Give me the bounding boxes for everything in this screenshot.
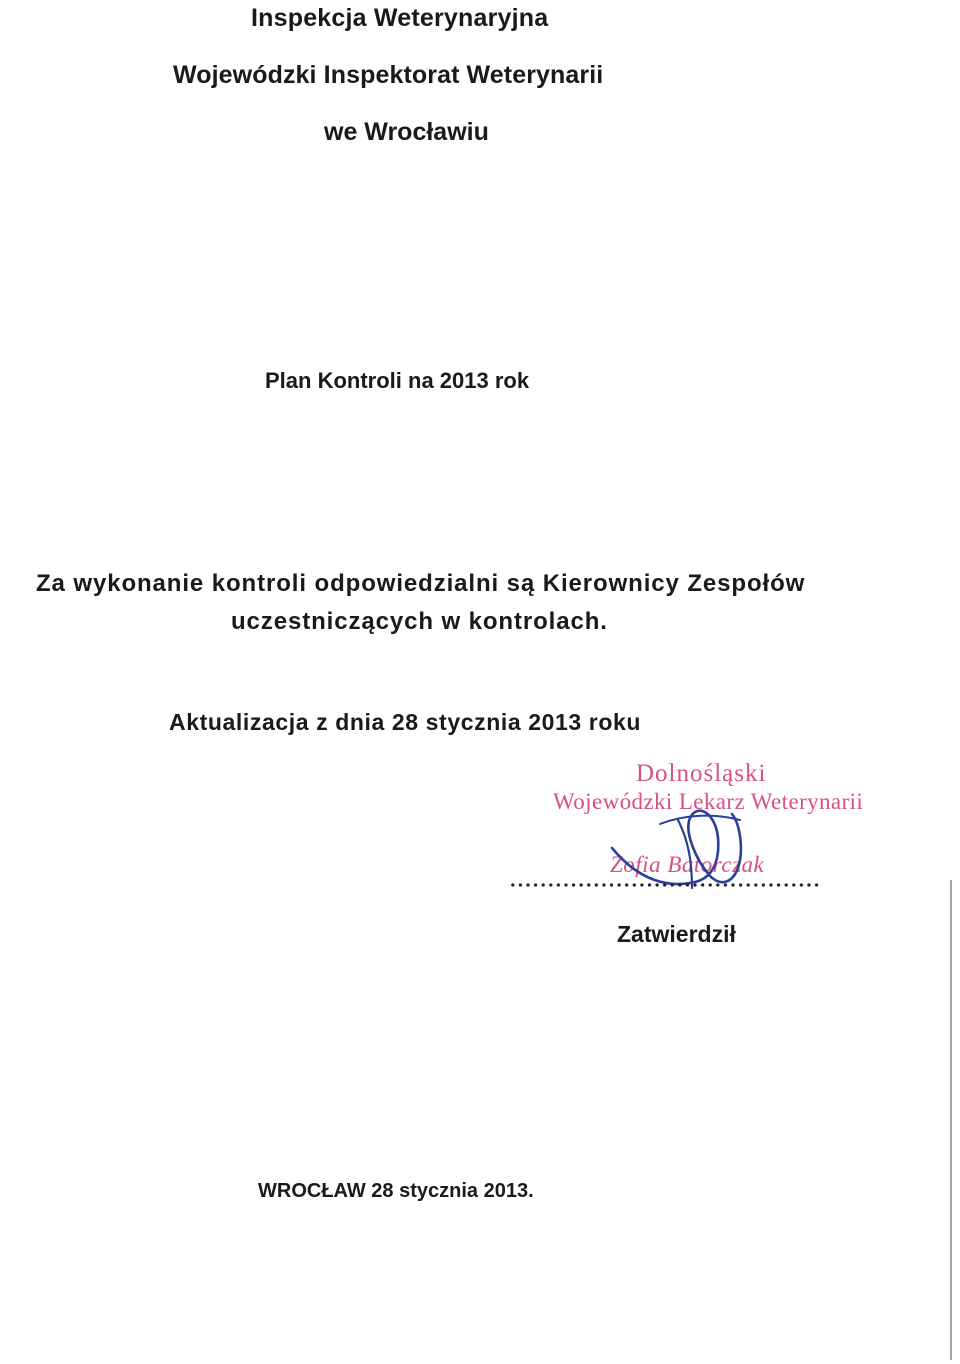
footer-place-date: WROCŁAW 28 stycznia 2013. <box>258 1180 534 1202</box>
signature-dotted-line <box>509 882 822 888</box>
stamp-name: Zofia Batorczak <box>610 852 765 877</box>
responsibility-line-1: Za wykonanie kontroli odpowiedzialni są Kierownicy Zespołów <box>36 570 806 597</box>
plan-title: Plan Kontroli na 2013 rok <box>265 368 530 393</box>
header-inspectorate: Wojewódzki Inspektorat Weterynarii <box>173 61 604 89</box>
header-city: we Wrocławiu <box>324 118 489 146</box>
stamp-line-2: Wojewódzki Lekarz Weterynarii <box>553 789 864 814</box>
update-note: Aktualizacja z dnia 28 stycznia 2013 roku <box>169 709 642 735</box>
approval-label: Zatwierdził <box>617 921 736 947</box>
responsibility-line-2: uczestniczących w kontrolach. <box>231 608 608 635</box>
header-institution: Inspekcja Weterynaryjna <box>251 4 549 32</box>
scan-edge-line <box>950 880 952 1360</box>
stamp-line-1: Dolnośląski <box>636 760 767 787</box>
